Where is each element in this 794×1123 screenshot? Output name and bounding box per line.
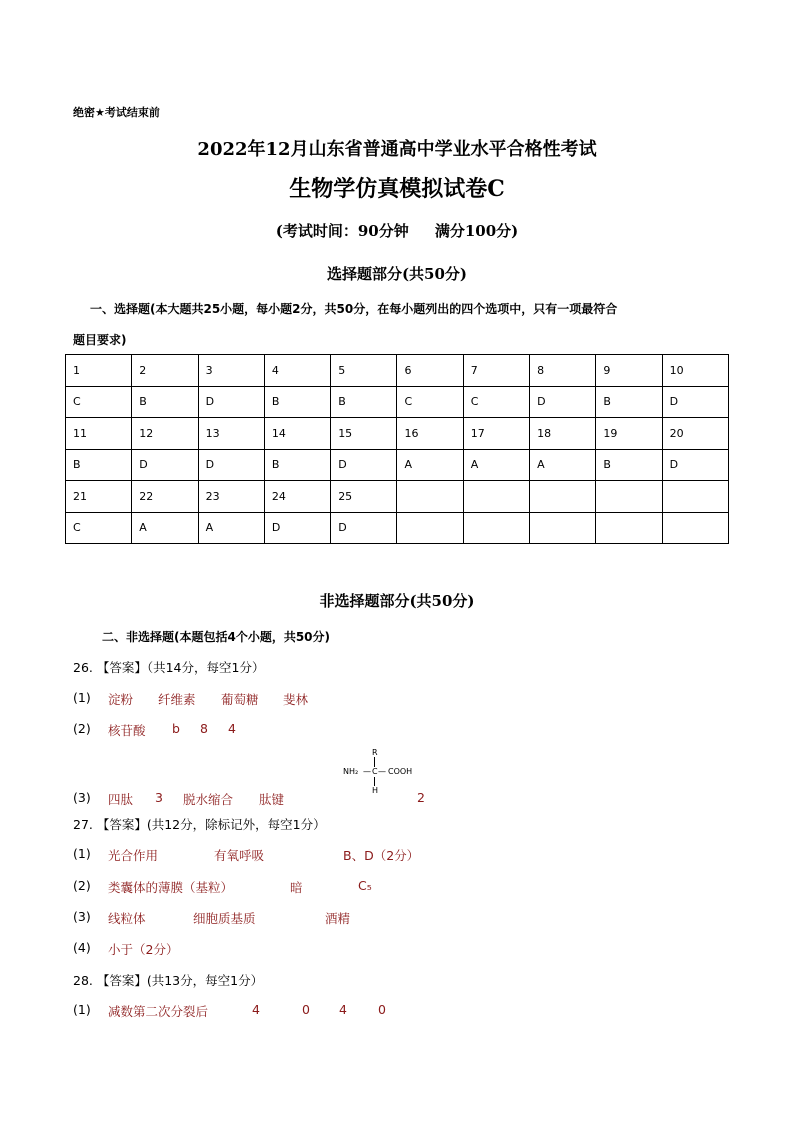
question-number-cell: 18 bbox=[530, 418, 596, 450]
q26-1-answer-4: 斐林 bbox=[283, 692, 309, 707]
question-number-cell: 8 bbox=[530, 355, 596, 387]
part1-instruction-line1: 一、选择题(本大题共25小题，每小题2分，共50分，在每小题列出的四个选项中，只有一项最符合 bbox=[90, 302, 618, 316]
q26-2-answer-3: 8 bbox=[200, 721, 208, 736]
q26-3-answer-4: 肽键 bbox=[259, 792, 285, 807]
q27-2-answer-3: C₅ bbox=[358, 878, 372, 893]
q26-2-number: (2) bbox=[73, 721, 91, 736]
q26-1-answer-2: 纤维素 bbox=[158, 692, 196, 707]
question-number-row bbox=[66, 481, 729, 513]
q27-3-number: (3) bbox=[73, 909, 91, 924]
question-number-cell: 10 bbox=[662, 355, 728, 387]
q27-1-answer-3: B、D（2分） bbox=[343, 848, 420, 863]
q27-3-answer-1: 线粒体 bbox=[108, 911, 146, 926]
q26-3-answer-5: 2 bbox=[417, 790, 425, 805]
question-number-cell: 5 bbox=[331, 355, 397, 387]
question-number-cell: 6 bbox=[397, 355, 463, 387]
formula-hydrogen: H bbox=[372, 786, 379, 795]
q27-1-answer-1: 光合作用 bbox=[108, 848, 159, 863]
answer-cell bbox=[596, 512, 662, 544]
part2-instruction: 二、非选择题(本题包括4个小题，共50分) bbox=[102, 630, 331, 644]
part1-heading: 选择题部分(共50分) bbox=[326, 265, 468, 283]
formula-bond-bottom bbox=[374, 777, 375, 786]
answer-cell: D bbox=[662, 449, 728, 481]
answer-cell: B bbox=[596, 386, 662, 418]
question-number-cell: 1 bbox=[66, 355, 132, 387]
answer-cell: A bbox=[397, 449, 463, 481]
answer-table bbox=[65, 354, 729, 544]
q26-3-answer-1: 四肽 bbox=[108, 792, 134, 807]
question-number-row bbox=[66, 418, 729, 450]
q27-4-answer-1: 小于（2分） bbox=[108, 942, 179, 957]
question-number-cell: 25 bbox=[331, 481, 397, 513]
answer-cell: D bbox=[331, 449, 397, 481]
q26-2-answer-1: 核苷酸 bbox=[108, 723, 146, 738]
answer-cell: C bbox=[397, 386, 463, 418]
question-number-cell bbox=[397, 481, 463, 513]
question-number-cell: 19 bbox=[596, 418, 662, 450]
q26-2-answer-2: b bbox=[172, 721, 180, 736]
q27-3-answer-2: 细胞质基质 bbox=[193, 911, 256, 926]
formula-nh2: NH₂ bbox=[343, 767, 359, 776]
answer-cell: D bbox=[198, 449, 264, 481]
q28-header: 28. 【答案】(共13分，每空1分） bbox=[73, 973, 264, 988]
answer-cell: D bbox=[530, 386, 596, 418]
answer-cell: D bbox=[264, 512, 330, 544]
question-number-cell: 16 bbox=[397, 418, 463, 450]
q27-2-number: (2) bbox=[73, 878, 91, 893]
answer-cell: D bbox=[198, 386, 264, 418]
q27-1-answer-2: 有氧呼吸 bbox=[214, 848, 265, 863]
question-number-cell: 15 bbox=[331, 418, 397, 450]
answer-row bbox=[66, 386, 729, 418]
question-number-cell bbox=[662, 481, 728, 513]
exam-time-score: (考试时间：90分钟 满分100分) bbox=[275, 222, 519, 240]
answer-cell: C bbox=[463, 386, 529, 418]
q26-2-answer-4: 4 bbox=[228, 721, 236, 736]
exam-title: 2022年12月山东省普通高中学业水平合格性考试 bbox=[197, 139, 597, 160]
answer-cell: A bbox=[530, 449, 596, 481]
question-number-cell: 24 bbox=[264, 481, 330, 513]
question-number-cell: 9 bbox=[596, 355, 662, 387]
q26-3-number: (3) bbox=[73, 790, 91, 805]
q26-1-number: (1) bbox=[73, 690, 91, 705]
answer-row bbox=[66, 512, 729, 544]
question-number-cell: 11 bbox=[66, 418, 132, 450]
part1-instruction-line2: 题目要求) bbox=[73, 333, 127, 347]
answer-cell bbox=[397, 512, 463, 544]
formula-r-group: R bbox=[372, 748, 378, 757]
formula-carbon: C bbox=[372, 767, 378, 776]
formula-bond-left: — bbox=[363, 767, 371, 776]
answer-cell: B bbox=[264, 386, 330, 418]
answer-cell: B bbox=[132, 386, 198, 418]
q27-1-number: (1) bbox=[73, 846, 91, 861]
answer-cell: D bbox=[132, 449, 198, 481]
answer-cell: B bbox=[264, 449, 330, 481]
answer-cell: A bbox=[198, 512, 264, 544]
q26-1-answer-3: 葡萄糖 bbox=[221, 692, 259, 707]
question-number-cell: 20 bbox=[662, 418, 728, 450]
answer-cell: A bbox=[132, 512, 198, 544]
q28-1-number: (1) bbox=[73, 1002, 91, 1017]
q27-2-answer-1: 类囊体的薄膜（基粒） bbox=[108, 880, 234, 895]
formula-cooh: COOH bbox=[388, 767, 413, 776]
answer-cell bbox=[530, 512, 596, 544]
question-number-cell: 21 bbox=[66, 481, 132, 513]
q28-1-answer-3: 0 bbox=[302, 1002, 310, 1017]
q27-4-number: (4) bbox=[73, 940, 91, 955]
question-number-cell: 12 bbox=[132, 418, 198, 450]
part2-heading: 非选择题部分(共50分) bbox=[319, 592, 475, 610]
confidential-label: 绝密★考试结束前 bbox=[73, 106, 160, 119]
question-number-cell bbox=[530, 481, 596, 513]
answer-cell: D bbox=[331, 512, 397, 544]
q27-2-answer-2: 暗 bbox=[290, 880, 303, 895]
question-number-cell: 23 bbox=[198, 481, 264, 513]
question-number-cell: 3 bbox=[198, 355, 264, 387]
answer-cell: B bbox=[596, 449, 662, 481]
answer-cell bbox=[662, 512, 728, 544]
question-number-cell: 22 bbox=[132, 481, 198, 513]
q26-3-answer-2: 3 bbox=[155, 790, 163, 805]
answer-cell: A bbox=[463, 449, 529, 481]
q28-1-answer-1: 减数第二次分裂后 bbox=[108, 1004, 209, 1019]
formula-bond-top bbox=[374, 757, 375, 767]
answer-cell bbox=[463, 512, 529, 544]
q28-1-answer-2: 4 bbox=[252, 1002, 260, 1017]
question-number-cell: 17 bbox=[463, 418, 529, 450]
question-number-cell: 14 bbox=[264, 418, 330, 450]
q27-header: 27. 【答案】(共12分，除标记外，每空1分） bbox=[73, 817, 326, 832]
answer-row bbox=[66, 449, 729, 481]
question-number-cell: 7 bbox=[463, 355, 529, 387]
question-number-cell: 13 bbox=[198, 418, 264, 450]
q28-1-answer-4: 4 bbox=[339, 1002, 347, 1017]
paper-title: 生物学仿真模拟试卷C bbox=[289, 176, 505, 202]
answer-cell: C bbox=[66, 386, 132, 418]
answer-cell: D bbox=[662, 386, 728, 418]
answer-cell: B bbox=[331, 386, 397, 418]
q26-header: 26. 【答案】（共14分，每空1分） bbox=[73, 660, 265, 675]
amino-acid-formula bbox=[343, 748, 413, 796]
q27-3-answer-3: 酒精 bbox=[325, 911, 351, 926]
question-number-cell bbox=[596, 481, 662, 513]
question-number-cell: 4 bbox=[264, 355, 330, 387]
q26-3-answer-3: 脱水缩合 bbox=[183, 792, 234, 807]
question-number-cell: 2 bbox=[132, 355, 198, 387]
question-number-row bbox=[66, 355, 729, 387]
formula-bond-right: — bbox=[378, 767, 386, 776]
question-number-cell bbox=[463, 481, 529, 513]
q28-1-answer-5: 0 bbox=[378, 1002, 386, 1017]
answer-cell: C bbox=[66, 512, 132, 544]
answer-cell: B bbox=[66, 449, 132, 481]
q26-1-answer-1: 淀粉 bbox=[108, 692, 134, 707]
